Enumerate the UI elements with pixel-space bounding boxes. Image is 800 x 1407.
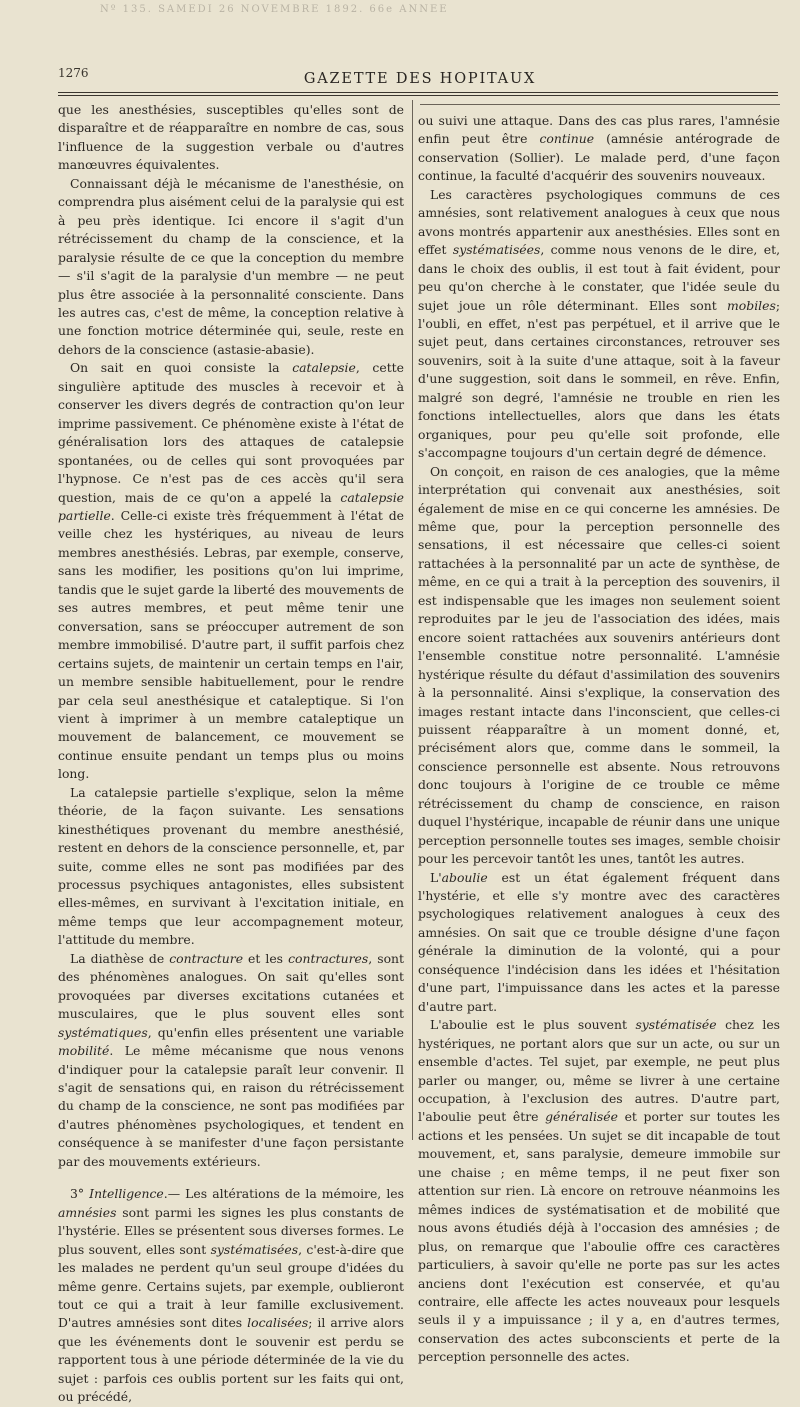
paragraph: L'aboulie est le plus souvent systématisée chez les hystériques, ne portant alors que sur un acte, ou sur un ensemble d'actes. Tel sujet, par exemple, ne peut plus parler ou manger, ou, même se livrer à une certaine occupation, à l'exclusion des autres. D'autre part, l'aboulie peut être généralisée et porter sur toutes les actions et les pensées. Un sujet se dit incapable de tout mouvement, et, sans paralysie, demeure immobile sur une chaise ; en même temps, il ne peut fixer son attention sur rien. Là encore on retrouve néanmoins les mêmes indices de systématisation et de mobilité que nous avons étudiés déjà à l'occasion des amnésies ; de plus, on remarque que l'aboulie offre ces caractères particuliers, à savoir qu'elle ne porte pas sur les actes anciens dont l'exécution est conservée, et qu'au contraire, elle affecte les actes nouveaux pour lesquels seuls il y a impuissance ; il y a, en d'autres termes, conservation des actes subconscients et perte de la perception personnelle des actes.	[418, 1017, 781, 1365]
paragraph: ou suivi une attaque. Dans des cas plus rares, l'amnésie enfin peut être continue (amnésie antérograde de conservation (Sollier). Le malade perd, d'une façon continue, la faculté d'acquérir des souvenirs nouveaux.	[418, 113, 781, 184]
right-column	[418, 112, 780, 1367]
section-paragraph-intelligence: 3° Intelligence.— Les altérations de la mémoire, les amnésies sont parmi les signes les plus constants de l'hystérie. Elles se présentent sous diverses formes. Le plus souvent, elles sont systématisées, c'est-à-dire que les malades ne perdent qu'un seul groupe d'idées du même genre. Certains sujets, par exemple, oublieront tout ce qui a trait à leur famille exclusivement. D'autres amnésies sont dites localisées; il arrive alors que les événements dont le souvenir est perdu se rapportent tous à une période déterminée de la vie du sujet : parfois ces oublis portent sur les faits qui ont, ou précédé,	[58, 1186, 404, 1405]
bleed-through-header: Nº 135. SAMEDI 26 NOVEMBRE 1892. 66e ANNÉE	[100, 4, 449, 15]
right-column-rule	[420, 104, 780, 105]
paragraph: On conçoit, en raison de ces analogies, que la même interprétation qui convenait aux anesthésies, soit également de mise en ce qui concerne les amnésies. De même que, pour la perception personnelle des sensations, il est nécessaire que celles-ci soient rattachées à la personnalité par un acte de synthèse, de même, en ce qui a trait à la perception des souvenirs, il est indispensable que les images non seulement soient reproduites par le jeu de l'association des idées, mais encore soient rattachées aux souvenirs antérieurs dont l'ensemble constitue notre personnalité. L'amnésie hystérique résulte du défaut d'assimilation des souvenirs à la personnalité. Ainsi s'explique, la conservation des images restant intacte dans l'inconscient, que celles-ci puissent réapparaître à un moment donné, et, précisément alors que, comme dans le sommeil, la conscience personnelle est absente. Nous retrouvons donc toujours à l'origine de ce trouble ce même rétrécissement du champ de conscience, en raison duquel l'hystérique, incapable de réunir dans une unique perception personnelle toutes ses images, semble choisir pour les percevoir tantôt les unes, tantôt les autres.	[418, 463, 780, 867]
left-column	[58, 101, 404, 1407]
journal-title: GAZETTE DES HOPITAUX	[303, 71, 537, 87]
page-number: 1276	[58, 66, 89, 80]
paragraph: La diathèse de contracture et les contractures, sont des phénomènes analogues. On sait qu'elles sont provoquées par diverses excitations cutanées et musculaires, que le plus souvent elles sont systématiques, qu'enfin elles présentent une variable mobilité. Le même mécanisme que nous venons d'indiquer pour la catalepsie paraît leur convenir. Il s'agit de sensations qui, en raison du rétrécissement du champ de la conscience, ne sont pas modifiées par d'autres phénomènes psychologiques, et tendent en conséquence à se manifester d'une façon persistante par des mouvements extérieurs.	[58, 950, 404, 1169]
header-rule	[58, 92, 778, 93]
paragraph: L'aboulie est un état également fréquent dans l'hystérie, et elle s'y montre avec des caractères psychologiques relativement analogues à ceux des amnésies. On sait que ce trouble désigne d'une façon générale la diminution de la volonté, qui a pour conséquence l'indécision dans les idées et l'hésitation d'une part, l'impuissance dans les actes et la paresse d'autre part.	[418, 869, 780, 1014]
paragraph: La catalepsie partielle s'explique, selon la même théorie, de la façon suivante. Les sensations kinesthétiques provenant du membre anesthésié, restent en dehors de la conscience personnelle, et, par suite, comme elles ne sont pas modifiées par des processus psychiques antagonistes, elles subsistent elles-mêmes, en survivant à l'excitation initiale, en même temps que leur accompagnement moteur, l'attitude du membre.	[58, 784, 404, 948]
paragraph: Les caractères psychologiques communs de ces amnésies, sont relativement analogues à ceux que nous avons montrés appartenir aux anesthésies. Elles sont en effet systématisées, comme nous venons de le dire, et, dans le choix des oublis, il est tout à fait évident, pour peu qu'on cherche à le constater, que l'idée seule du sujet joue un rôle déterminant. Elles sont mobiles; l'oubli, en effet, n'est pas perpétuel, et il arrive que le sujet peut, dans certaines circonstances, retrouver ses souvenirs, soit à la suite d'une attaque, soit à la faveur d'une suggestion, soit dans le sommeil, en rêve. Enfin, malgré son degré, l'amnésie ne trouble en rien les fonctions intellectuelles, alors que dans les états organiques, pour peu qu'elle soit profonde, elle s'accompagne toujours d'un certain degré de démence.	[418, 186, 781, 461]
paragraph: On sait en quoi consiste la catalepsie, cette singulière aptitude des muscles à recevoir et à conserver les divers degrés de contraction qu'on leur imprime passivement. Ce phénomène existe à l'état de généralisation lors des attaques de catalepsie spontanées, ou de celles qui sont provoquées par l'hypnose. Ce n'est pas de ces accès qu'il sera question, mais de ce qu'on a appelé la catalepsie partielle. Celle-ci existe très fréquemment à l'état de veille chez les hystériques, au niveau de leurs membres anesthésiés. Lebras, par exemple, conserve, sans les modifier, les positions qu'on lui imprime, tandis que le sujet garde la liberté des mouvements de ses autres membres, et peut même tenir une conversation, sans se préoccuper autrement de son membre immobilisé. D'autre part, il suffit parfois chez certains sujets, de maintenir un certain temps en l'air, un membre sensible habituellement, pour le rendre par cela seul anesthésique et cataleptique. Si l'on vient à imprimer à un membre cataleptique un mouvement de balancement, ce mouvement se continue ensuite pendant un temps plus ou moins long.	[58, 360, 404, 782]
paragraph: que les anesthésies, susceptibles qu'elles sont de disparaître et de réapparaître en nombre de cas, sous l'influence de la suggestion verbale ou d'autres manœuvres équivalentes.	[58, 102, 404, 173]
header-rule-thin	[58, 95, 778, 96]
paragraph: Connaissant déjà le mécanisme de l'anesthésie, on comprendra plus aisément celui de la paralysie qui est à peu près identique. Ici encore il s'agit d'un rétrécissement du champ de la conscience, et la paralysie résulte de ce que la conception du membre — s'il s'agit de la paralysie d'un membre — ne peut plus être associée à la personnalité consciente. Dans les autres cas, c'est de même, la conception relative à une fonction motrice déterminée qui, seule, reste en dehors de la conscience (astasie-abasie).	[58, 175, 404, 357]
column-separator	[412, 100, 413, 1140]
